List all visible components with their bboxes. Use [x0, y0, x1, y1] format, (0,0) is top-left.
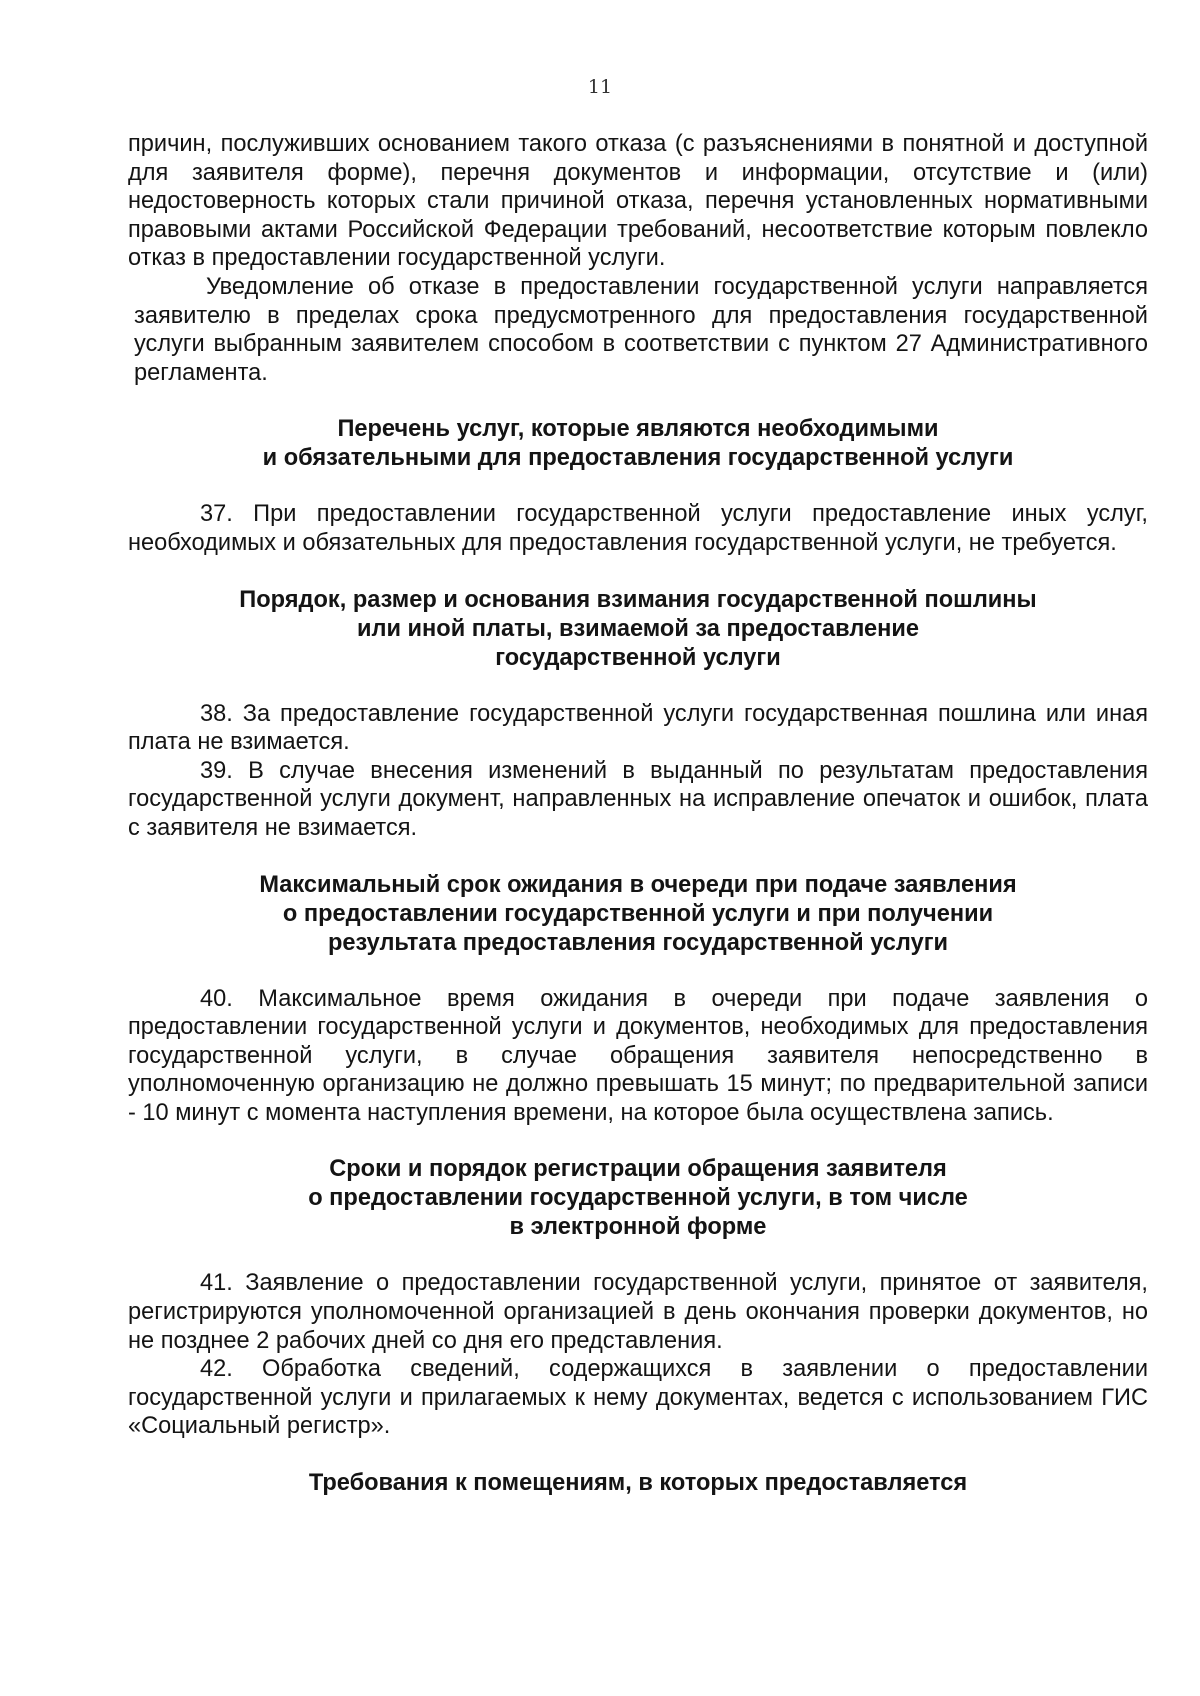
paragraph-39: 39. В случае внесения изменений в выданный по результатам предоставления государственной услуги документ, направленных на исправление опечаток и ошибок, плата с заявителя не взимается.: [128, 757, 1148, 841]
paragraph-37: 37. При предоставлении государственной услуги предоставление иных услуг, необходимых и обязательных для предоставления государственной услуги, не требуется.: [128, 501, 1148, 556]
paragraph-42: 42. Обработка сведений, содержащихся в заявлении о предоставлении государственной услуги и прилагаемых к нему документах, ведется с использованием ГИС «Социальный регистр».: [128, 1356, 1148, 1440]
heading-line: в электронной форме: [509, 1214, 767, 1241]
heading-required-services: [128, 415, 1148, 473]
heading-line: Максимальный срок ожидания в очереди при подаче заявления: [259, 871, 1017, 898]
page-number: 11: [587, 76, 613, 98]
heading-line: Порядок, размер и основания взимания государственной пошлины: [239, 586, 1037, 613]
paragraph-refusal-notice: Уведомление об отказе в предоставлении государственной услуги направляется заявителю в пределах срока предусмотренного для предоставления государственной услуги выбранным заявителем способом в соответствии с пунктом 27 Административного регламента.: [134, 273, 1148, 386]
heading-state-fee: [128, 586, 1148, 673]
heading-line: результата предоставления государственной услуги: [327, 929, 949, 956]
heading-line: Требования к помещениям, в которых предоставляется: [308, 1470, 968, 1497]
heading-line: о предоставлении государственной услуги, в том числе: [308, 1185, 968, 1212]
paragraph-40: 40. Максимальное время ожидания в очереди при подаче заявления о предоставлении государственной услуги и документов, необходимых для предоставления государственной услуги, в случае обращения заявителя непосредственно в уполномоченную организацию не должно превышать 15 минут; по предварительной записи - 10 минут с момента наступления времени, на которое была осуществлена запись.: [128, 985, 1148, 1126]
paragraph-41: 41. Заявление о предоставлении государственной услуги, принятое от заявителя, регистрируются уполномоченной организацией в день окончания проверки документов, но не позднее 2 рабочих дней со дня его представления.: [128, 1270, 1148, 1354]
paragraph-refusal-reasons: причин, послуживших основанием такого отказа (с разъяснениями в понятной и доступной для заявителя форме), перечня документов и информации, отсутствие и (или) недостоверность которых стали причиной отказа, перечня установленных нормативными правовыми актами Российской Федерации требований, несоответствие которым повлекло отказ в предоставлении государственной услуги.: [128, 131, 1148, 272]
document-body: [128, 130, 1148, 1498]
heading-line: о предоставлении государственной услуги и при получении: [282, 900, 994, 927]
heading-line: Перечень услуг, которые являются необходимыми: [337, 416, 939, 443]
heading-line: государственной услуги: [495, 644, 781, 671]
heading-line: или иной платы, взимаемой за предоставление: [357, 615, 919, 642]
heading-registration: [128, 1155, 1148, 1242]
paragraph-38: 38. За предоставление государственной услуги государственная пошлина или иная плата не взимается.: [128, 700, 1148, 756]
heading-line: Сроки и порядок регистрации обращения заявителя: [329, 1156, 947, 1183]
heading-line: и обязательными для предоставления государственной услуги: [262, 445, 1014, 472]
heading-queue-time: [128, 871, 1148, 958]
heading-premises-requirements: [128, 1469, 1148, 1498]
